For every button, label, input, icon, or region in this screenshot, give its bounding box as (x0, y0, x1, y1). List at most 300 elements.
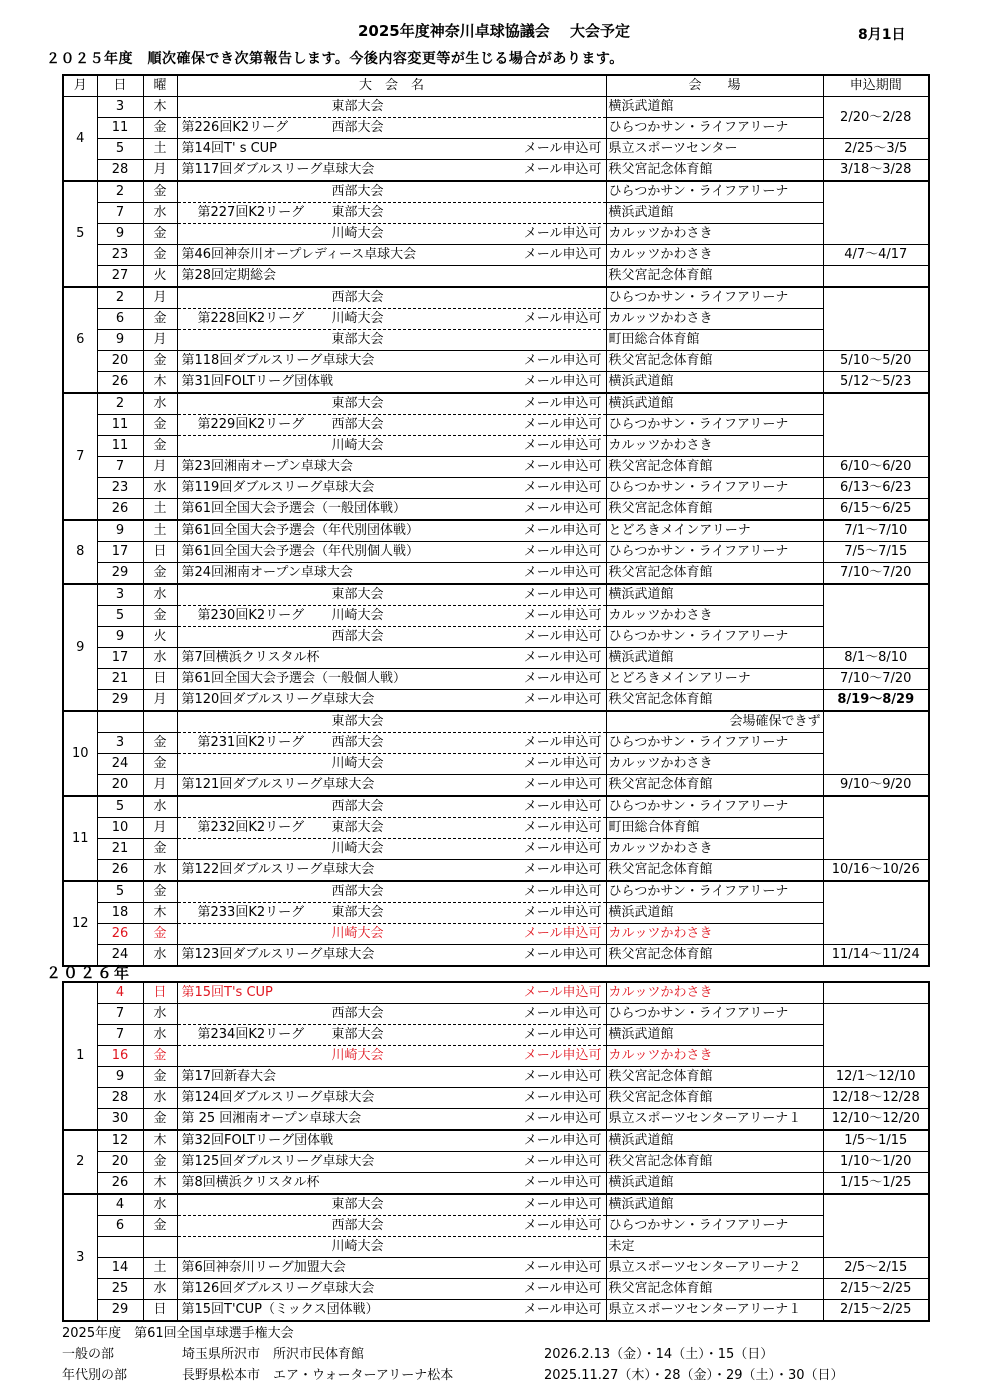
weekday-cell: 火 (143, 266, 177, 288)
mail-apply-label: メール申込可 (523, 862, 602, 877)
event-cell (177, 542, 606, 563)
mail-apply-label: メール申込可 (523, 1090, 602, 1105)
venue-cell: 県立スポーツセンター (606, 139, 823, 160)
day-cell: 17 (97, 648, 143, 669)
venue-cell: 秩父宮記念体育館 (606, 1088, 823, 1109)
event-cell (177, 1279, 606, 1300)
table-row (63, 584, 929, 606)
weekday-cell: 土 (143, 1258, 177, 1279)
footer-line (62, 1343, 962, 1362)
weekday-cell: 水 (143, 1088, 177, 1109)
event-name: 第61回全国大会予選会（一般個人戦） (181, 671, 407, 686)
division-name: 西部大会 (331, 120, 384, 135)
day-cell: 14 (97, 1258, 143, 1279)
weekday-cell: 金 (143, 351, 177, 372)
period-cell: 10/16～10/26 (823, 860, 929, 882)
table-row (63, 520, 929, 542)
event-name: 第227回K2リーグ (197, 205, 305, 220)
weekday-cell: 水 (143, 648, 177, 669)
day-cell: 4 (97, 982, 143, 1004)
month-cell: 6 (63, 287, 97, 393)
month-cell: 1 (63, 982, 97, 1130)
venue-cell: 会場確保できず (606, 711, 823, 733)
month-cell: 12 (63, 881, 97, 966)
division-name: 川崎大会 (331, 756, 384, 771)
division-name: 西部大会 (331, 1006, 384, 1021)
issue-date: 8月1日 (858, 27, 906, 43)
venue-cell: 秩父宮記念体育館 (606, 266, 823, 288)
weekday-cell: 金 (143, 754, 177, 775)
day-cell: 2 (97, 287, 143, 309)
weekday-cell: 金 (143, 563, 177, 585)
header-month: 月 (63, 75, 97, 97)
table-row (63, 1130, 929, 1152)
event-cell (177, 1237, 606, 1258)
table-row (63, 245, 929, 266)
mail-apply-label: メール申込可 (523, 799, 602, 814)
table-row (63, 733, 929, 754)
venue-cell: 横浜武道館 (606, 203, 823, 224)
table-row (63, 1237, 929, 1258)
weekday-cell: 金 (143, 415, 177, 436)
weekday-cell: 日 (143, 542, 177, 563)
table-row (63, 669, 929, 690)
day-cell: 23 (97, 245, 143, 266)
venue-cell: 町田総合体育館 (606, 330, 823, 351)
weekday-cell: 月 (143, 818, 177, 839)
mail-apply-label: メール申込可 (523, 735, 602, 750)
weekday-cell: 水 (143, 1025, 177, 1046)
header-venue: 会 場 (606, 75, 823, 97)
event-cell (177, 1258, 606, 1279)
day-cell: 24 (97, 754, 143, 775)
table-row (63, 351, 929, 372)
event-cell (177, 903, 606, 924)
day-cell: 17 (97, 542, 143, 563)
day-cell: 26 (97, 860, 143, 882)
table-row (63, 606, 929, 627)
division-name: 東部大会 (331, 905, 384, 920)
table-row (63, 754, 929, 775)
venue-cell: 横浜武道館 (606, 1025, 823, 1046)
table-row (63, 648, 929, 669)
day-cell: 11 (97, 118, 143, 139)
event-cell (177, 415, 606, 436)
mail-apply-label: メール申込可 (523, 438, 602, 453)
event-name: 第15回T's CUP (181, 985, 273, 1000)
event-cell (177, 733, 606, 754)
weekday-cell: 月 (143, 775, 177, 797)
event-cell (177, 393, 606, 415)
day-cell: 16 (97, 1046, 143, 1067)
venue-cell: 秩父宮記念体育館 (606, 160, 823, 182)
period-cell (823, 287, 929, 351)
weekday-cell: 土 (143, 139, 177, 160)
event-name: 第120回ダブルスリーグ卓球大会 (181, 692, 375, 707)
table-row (63, 945, 929, 967)
division-name: 川崎大会 (331, 841, 384, 856)
venue-cell: 県立スポーツセンターアリーナ２ (606, 1258, 823, 1279)
footer-dates: 2026.2.13（金）・14（土）・15（日） (544, 1347, 774, 1362)
event-cell (177, 818, 606, 839)
day-cell: 28 (97, 1088, 143, 1109)
period-cell: 9/10～9/20 (823, 775, 929, 797)
table-row (63, 1258, 929, 1279)
month-cell: 8 (63, 520, 97, 584)
division-name: 川崎大会 (331, 608, 384, 623)
period-cell: 12/18～12/28 (823, 1088, 929, 1109)
weekday-cell: 水 (143, 1279, 177, 1300)
weekday-cell: 水 (143, 478, 177, 499)
division-name: 川崎大会 (331, 226, 384, 241)
day-cell: 5 (97, 881, 143, 903)
mail-apply-label: メール申込可 (523, 1260, 602, 1275)
mail-apply-label: メール申込可 (523, 501, 602, 516)
event-cell (177, 478, 606, 499)
weekday-cell: 水 (143, 1004, 177, 1025)
venue-cell: 秩父宮記念体育館 (606, 860, 823, 882)
mail-apply-label: メール申込可 (523, 587, 602, 602)
weekday-cell: 木 (143, 1173, 177, 1195)
day-cell: 10 (97, 818, 143, 839)
weekday-cell: 金 (143, 924, 177, 945)
venue-cell: 横浜武道館 (606, 393, 823, 415)
table-row (63, 478, 929, 499)
period-cell (823, 393, 929, 457)
venue-cell: 県立スポーツセンターアリーナ１ (606, 1109, 823, 1131)
event-name: 第23回湘南オープン卓球大会 (181, 459, 353, 474)
day-cell: 11 (97, 436, 143, 457)
venue-cell: 横浜武道館 (606, 648, 823, 669)
event-cell (177, 1152, 606, 1173)
event-name: 第231回K2リーグ (197, 735, 305, 750)
weekday-cell: 金 (143, 881, 177, 903)
event-name: 第117回ダブルスリーグ卓球大会 (181, 162, 375, 177)
event-cell (177, 351, 606, 372)
header-event: 大 会 名 (177, 75, 606, 97)
table-row (63, 415, 929, 436)
table-row (63, 266, 929, 288)
division-name: 東部大会 (331, 332, 384, 347)
mail-apply-label: メール申込可 (523, 1069, 602, 1084)
weekday-cell: 金 (143, 1152, 177, 1173)
event-name: 第125回ダブルスリーグ卓球大会 (181, 1154, 375, 1169)
event-name: 第24回湘南オープン卓球大会 (181, 565, 353, 580)
weekday-cell: 月 (143, 287, 177, 309)
weekday-cell: 金 (143, 118, 177, 139)
mail-apply-label: メール申込可 (523, 905, 602, 920)
day-cell: 9 (97, 1067, 143, 1088)
event-name: 第119回ダブルスリーグ卓球大会 (181, 480, 375, 495)
mail-apply-label: メール申込可 (523, 374, 602, 389)
footer-label: 年代別の部 (62, 1368, 128, 1383)
event-cell (177, 436, 606, 457)
weekday-cell: 金 (143, 245, 177, 266)
venue-cell: 横浜武道館 (606, 1194, 823, 1216)
venue-cell: 秩父宮記念体育館 (606, 457, 823, 478)
division-name: 西部大会 (331, 184, 384, 199)
venue-cell: 秩父宮記念体育館 (606, 351, 823, 372)
footer-dates: 2025.11.27（木）・28（金）・29（土）・30（日） (544, 1368, 844, 1383)
mail-apply-label: メール申込可 (523, 459, 602, 474)
period-cell: 2/25～3/5 (823, 139, 929, 160)
day-cell: 3 (97, 733, 143, 754)
event-cell (177, 754, 606, 775)
footer-line (62, 1322, 962, 1341)
venue-cell: カルッツかわさき (606, 754, 823, 775)
division-name: 西部大会 (331, 629, 384, 644)
weekday-cell: 水 (143, 393, 177, 415)
division-name: 西部大会 (331, 735, 384, 750)
event-cell (177, 924, 606, 945)
venue-cell: 秩父宮記念体育館 (606, 1279, 823, 1300)
division-name: 東部大会 (331, 587, 384, 602)
day-cell: 27 (97, 266, 143, 288)
venue-cell: ひらつかサン・ライフアリーナ (606, 118, 823, 139)
table-row (63, 796, 929, 818)
mail-apply-label: メール申込可 (523, 1281, 602, 1296)
division-name: 西部大会 (331, 884, 384, 899)
table-row (63, 309, 929, 330)
table-row (63, 1152, 929, 1173)
period-cell: 7/10～7/20 (823, 563, 929, 585)
period-cell (823, 1004, 929, 1067)
event-cell (177, 372, 606, 394)
period-cell: 1/5～1/15 (823, 1130, 929, 1152)
venue-cell: とどろきメインアリーナ (606, 520, 823, 542)
mail-apply-label: メール申込可 (523, 629, 602, 644)
day-cell: 9 (97, 627, 143, 648)
day-cell: 7 (97, 1025, 143, 1046)
day-cell: 5 (97, 606, 143, 627)
weekday-cell: 水 (143, 796, 177, 818)
division-name: 西部大会 (331, 417, 384, 432)
header-period: 申込期間 (823, 75, 929, 97)
event-name: 第124回ダブルスリーグ卓球大会 (181, 1090, 375, 1105)
table-row (63, 775, 929, 797)
venue-cell: 秩父宮記念体育館 (606, 775, 823, 797)
event-cell (177, 1088, 606, 1109)
table-row (63, 818, 929, 839)
weekday-cell: 金 (143, 1046, 177, 1067)
division-name: 川崎大会 (331, 438, 384, 453)
period-cell: 6/13～6/23 (823, 478, 929, 499)
event-name: 第61回全国大会予選会（年代別団体戦） (181, 523, 420, 538)
period-cell: 1/10～1/20 (823, 1152, 929, 1173)
table-row (63, 690, 929, 712)
period-cell (823, 584, 929, 648)
weekday-cell: 水 (143, 203, 177, 224)
period-cell (823, 796, 929, 860)
mail-apply-label: メール申込可 (523, 692, 602, 707)
event-name: 第61回全国大会予選会（年代別個人戦） (181, 544, 420, 559)
event-cell (177, 266, 606, 288)
day-cell: 3 (97, 97, 143, 118)
day-cell: 28 (97, 160, 143, 182)
venue-cell: 秩父宮記念体育館 (606, 1152, 823, 1173)
day-cell: 29 (97, 563, 143, 585)
day-cell: 11 (97, 415, 143, 436)
division-name: 西部大会 (331, 799, 384, 814)
table-row (63, 1109, 929, 1131)
weekday-cell: 金 (143, 1109, 177, 1131)
mail-apply-label: メール申込可 (523, 417, 602, 432)
weekday-cell (143, 711, 177, 733)
venue-cell: ひらつかサン・ライフアリーナ (606, 478, 823, 499)
period-cell: 5/12～5/23 (823, 372, 929, 394)
period-cell: 8/19～8/29 (823, 690, 929, 712)
weekday-cell (143, 1237, 177, 1258)
table-row (63, 139, 929, 160)
day-cell: 9 (97, 224, 143, 245)
weekday-cell: 木 (143, 372, 177, 394)
weekday-cell: 木 (143, 1130, 177, 1152)
table-row (63, 1194, 929, 1216)
header-day: 日 (97, 75, 143, 97)
event-cell (177, 287, 606, 309)
schedule-table-2025 (62, 74, 930, 967)
day-cell: 5 (97, 796, 143, 818)
period-cell (823, 181, 929, 245)
mail-apply-label: メール申込可 (523, 141, 602, 156)
weekday-cell: 金 (143, 224, 177, 245)
event-name: 第46回神奈川オープレディース卓球大会 (181, 247, 417, 262)
table-row (63, 627, 929, 648)
mail-apply-label: メール申込可 (523, 650, 602, 665)
event-cell (177, 690, 606, 712)
table-row (63, 1004, 929, 1025)
mail-apply-label: メール申込可 (523, 523, 602, 538)
weekday-cell: 金 (143, 1067, 177, 1088)
venue-cell: 県立スポーツセンターアリーナ１ (606, 1300, 823, 1322)
venue-cell: ひらつかサン・ライフアリーナ (606, 1216, 823, 1237)
mail-apply-label: メール申込可 (523, 396, 602, 411)
event-cell (177, 606, 606, 627)
day-cell: 29 (97, 1300, 143, 1322)
month-cell: 11 (63, 796, 97, 881)
period-cell: 12/1～12/10 (823, 1067, 929, 1088)
division-name: 西部大会 (331, 290, 384, 305)
venue-cell: ひらつかサン・ライフアリーナ (606, 415, 823, 436)
mail-apply-label: メール申込可 (523, 671, 602, 686)
event-cell (177, 1046, 606, 1067)
venue-cell: 横浜武道館 (606, 97, 823, 118)
event-name: 第8回横浜クリスタル杯 (181, 1175, 320, 1190)
day-cell: 7 (97, 457, 143, 478)
period-cell: 6/15～6/25 (823, 499, 929, 521)
period-cell: 2/20～2/28 (823, 97, 929, 139)
venue-cell: カルッツかわさき (606, 1046, 823, 1067)
mail-apply-label: メール申込可 (523, 247, 602, 262)
event-cell (177, 224, 606, 245)
day-cell: 26 (97, 1173, 143, 1195)
weekday-cell: 日 (143, 669, 177, 690)
event-name: 第32回FOLTリーグ団体戦 (181, 1133, 334, 1148)
event-name: 第61回全国大会予選会（一般団体戦） (181, 501, 407, 516)
event-cell (177, 584, 606, 606)
table-row (63, 1025, 929, 1046)
day-cell: 4 (97, 1194, 143, 1216)
period-cell (823, 982, 929, 1004)
mail-apply-label: メール申込可 (523, 947, 602, 962)
footer-label: 2025年度 第61回全国卓球選手権大会 (62, 1326, 294, 1341)
weekday-cell: 土 (143, 520, 177, 542)
period-cell: 7/10～7/20 (823, 669, 929, 690)
day-cell: 26 (97, 924, 143, 945)
event-name: 第228回K2リーグ (197, 311, 305, 326)
mail-apply-label: メール申込可 (523, 1006, 602, 1021)
venue-cell: ひらつかサン・ライフアリーナ (606, 181, 823, 203)
event-cell (177, 796, 606, 818)
mail-apply-label: メール申込可 (523, 608, 602, 623)
year-2026-label: ２０２６年 (46, 964, 132, 982)
day-cell: 9 (97, 520, 143, 542)
event-cell (177, 1004, 606, 1025)
venue-cell: 町田総合体育館 (606, 818, 823, 839)
day-cell (97, 1237, 143, 1258)
venue-cell: 秩父宮記念体育館 (606, 499, 823, 521)
mail-apply-label: メール申込可 (523, 226, 602, 241)
division-name: 東部大会 (331, 205, 384, 220)
table-row (63, 160, 929, 182)
event-cell (177, 118, 606, 139)
event-name: 第28回定期総会 (181, 268, 277, 283)
event-cell (177, 1173, 606, 1195)
mail-apply-label: メール申込可 (523, 926, 602, 941)
mail-apply-label: メール申込可 (523, 480, 602, 495)
division-name: 東部大会 (331, 396, 384, 411)
venue-cell: 横浜武道館 (606, 903, 823, 924)
venue-cell: カルッツかわさき (606, 839, 823, 860)
month-cell: 10 (63, 711, 97, 796)
day-cell: 20 (97, 351, 143, 372)
event-cell (177, 648, 606, 669)
division-name: 東部大会 (331, 1197, 384, 1212)
event-name: 第121回ダブルスリーグ卓球大会 (181, 777, 375, 792)
event-name: 第126回ダブルスリーグ卓球大会 (181, 1281, 375, 1296)
weekday-cell: 金 (143, 1216, 177, 1237)
table-row (63, 711, 929, 733)
event-cell (177, 563, 606, 585)
event-name: 第123回ダブルスリーグ卓球大会 (181, 947, 375, 962)
period-cell: 7/1～7/10 (823, 520, 929, 542)
venue-cell: 横浜武道館 (606, 372, 823, 394)
month-cell: 2 (63, 1130, 97, 1194)
weekday-cell: 月 (143, 330, 177, 351)
event-cell (177, 245, 606, 266)
venue-cell: 横浜武道館 (606, 584, 823, 606)
period-cell (823, 881, 929, 945)
venue-cell: ひらつかサン・ライフアリーナ (606, 627, 823, 648)
day-cell: 23 (97, 478, 143, 499)
mail-apply-label: メール申込可 (523, 353, 602, 368)
venue-cell: ひらつかサン・ライフアリーナ (606, 542, 823, 563)
weekday-cell: 金 (143, 181, 177, 203)
period-cell: 2/5～2/15 (823, 1258, 929, 1279)
period-cell: 11/14～11/24 (823, 945, 929, 967)
weekday-cell: 月 (143, 690, 177, 712)
table-row (63, 499, 929, 521)
weekday-cell: 金 (143, 606, 177, 627)
event-cell (177, 627, 606, 648)
event-name: 第31回FOLTリーグ団体戦 (181, 374, 334, 389)
weekday-cell: 木 (143, 903, 177, 924)
event-name: 第229回K2リーグ (197, 417, 305, 432)
event-cell (177, 457, 606, 478)
event-name: 第 25 回湘南オープン卓球大会 (181, 1111, 362, 1126)
period-cell (823, 711, 929, 775)
event-name: 第17回新春大会 (181, 1069, 277, 1084)
